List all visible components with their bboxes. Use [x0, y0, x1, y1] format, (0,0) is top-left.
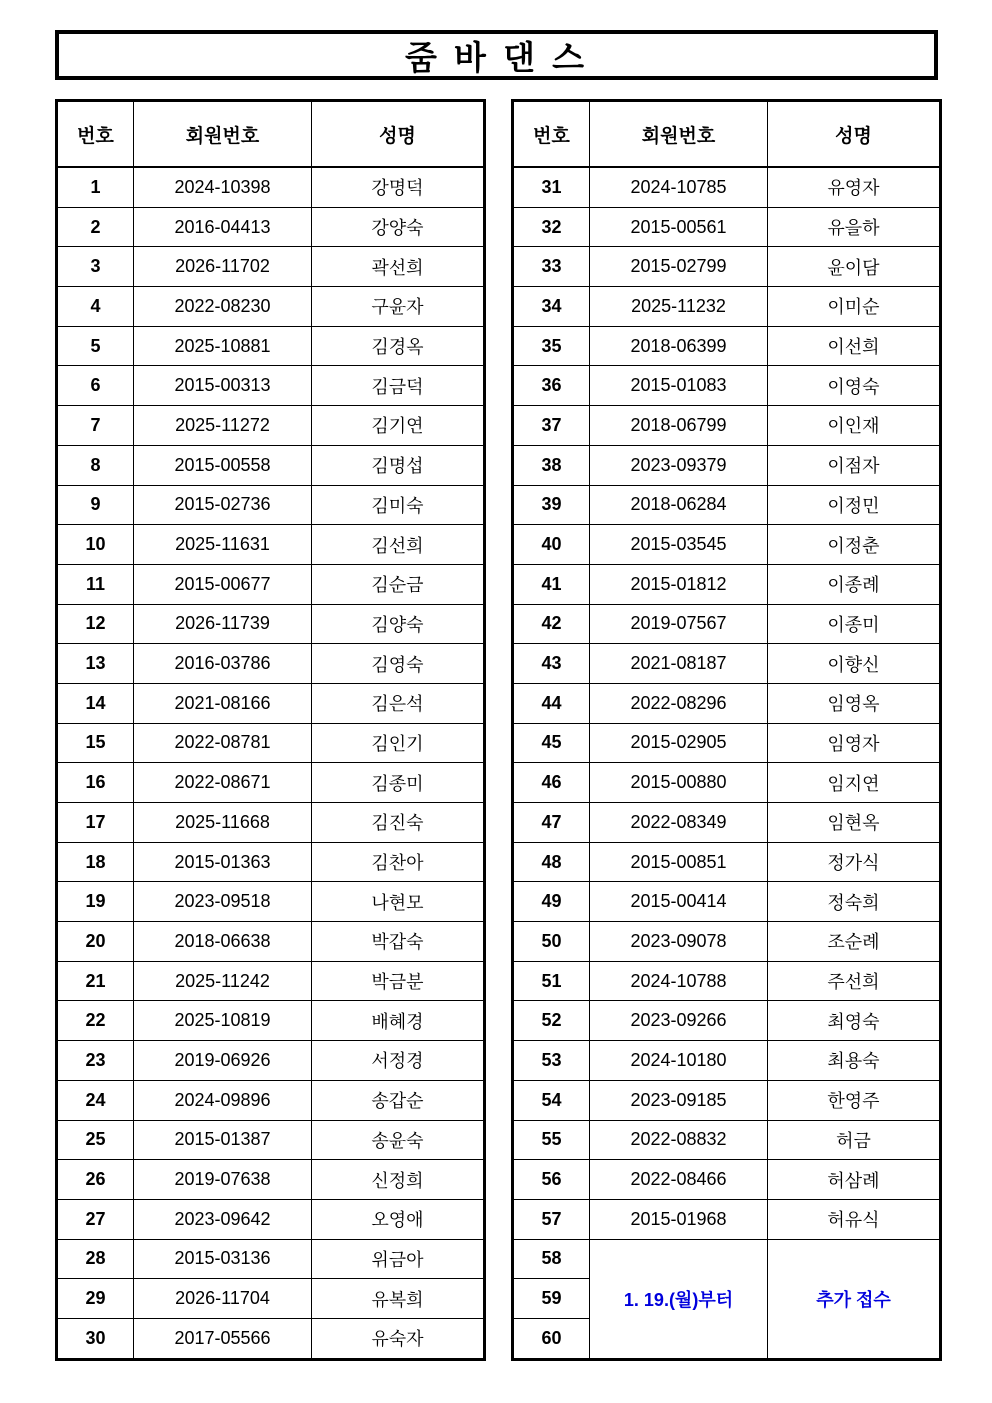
cell-row-number: 8 [57, 445, 134, 485]
cell-member-name: 박갑숙 [312, 922, 485, 962]
cell-row-number: 50 [513, 922, 590, 962]
cell-row-number: 32 [513, 207, 590, 247]
cell-member-number: 2015-01387 [134, 1120, 312, 1160]
page-title: 줌 바 댄 스 [404, 38, 589, 76]
cell-member-number: 2015-02736 [134, 485, 312, 525]
table-row [513, 1199, 941, 1239]
cell-member-name: 김종미 [312, 763, 485, 803]
table-row [513, 1041, 941, 1081]
cell-member-name: 나현모 [312, 882, 485, 922]
cell-member-name: 송윤숙 [312, 1120, 485, 1160]
cell-row-number: 58 [513, 1239, 590, 1279]
table-row [57, 1041, 485, 1081]
table-row [57, 1080, 485, 1120]
col-header-member-no: 회원번호 [590, 101, 768, 168]
cell-member-number: 2023-09185 [590, 1080, 768, 1120]
cell-row-number: 5 [57, 326, 134, 366]
cell-member-number: 2022-08349 [590, 803, 768, 843]
table-row [57, 445, 485, 485]
table-row [513, 644, 941, 684]
cell-member-name: 이영숙 [768, 366, 941, 406]
cell-member-name: 위금아 [312, 1239, 485, 1279]
cell-row-number: 35 [513, 326, 590, 366]
cell-member-name: 정숙희 [768, 882, 941, 922]
cell-member-number: 2018-06638 [134, 922, 312, 962]
cell-member-name: 김영숙 [312, 644, 485, 684]
table-row [513, 1239, 941, 1279]
table-row [57, 803, 485, 843]
cell-member-number: 2019-07638 [134, 1160, 312, 1200]
table-row [57, 564, 485, 604]
cell-row-number: 41 [513, 564, 590, 604]
table-row [513, 247, 941, 287]
cell-member-number: 2025-11631 [134, 525, 312, 565]
cell-member-name: 주선희 [768, 961, 941, 1001]
cell-member-name: 김금덕 [312, 366, 485, 406]
cell-member-number: 2023-09266 [590, 1001, 768, 1041]
cell-member-name: 김선희 [312, 525, 485, 565]
cell-row-number: 29 [57, 1279, 134, 1319]
member-tables [55, 99, 942, 1361]
table-row [57, 247, 485, 287]
cell-notice-label: 추가 접수 [768, 1239, 941, 1359]
table-row [513, 882, 941, 922]
cell-member-number: 2015-00558 [134, 445, 312, 485]
cell-row-number: 33 [513, 247, 590, 287]
cell-row-number: 48 [513, 842, 590, 882]
cell-row-number: 6 [57, 366, 134, 406]
cell-member-name: 김찬아 [312, 842, 485, 882]
table-row [57, 683, 485, 723]
cell-row-number: 17 [57, 803, 134, 843]
cell-member-number: 2015-01968 [590, 1199, 768, 1239]
table-row [57, 366, 485, 406]
cell-row-number: 2 [57, 207, 134, 247]
cell-member-number: 2015-00313 [134, 366, 312, 406]
cell-row-number: 1 [57, 167, 134, 207]
roster-body-left [57, 167, 485, 1359]
table-row [513, 1001, 941, 1041]
roster-body-right [513, 167, 941, 1359]
cell-row-number: 49 [513, 882, 590, 922]
table-row [57, 763, 485, 803]
table-row [513, 445, 941, 485]
cell-row-number: 52 [513, 1001, 590, 1041]
cell-member-number: 2016-04413 [134, 207, 312, 247]
cell-member-name: 오영애 [312, 1199, 485, 1239]
table-row [57, 961, 485, 1001]
cell-member-number: 2015-02799 [590, 247, 768, 287]
cell-member-name: 이종례 [768, 564, 941, 604]
cell-member-name: 구윤자 [312, 287, 485, 327]
table-row [57, 207, 485, 247]
cell-member-name: 임영자 [768, 723, 941, 763]
cell-member-number: 2023-09078 [590, 922, 768, 962]
cell-member-number: 2016-03786 [134, 644, 312, 684]
cell-member-number: 2015-00414 [590, 882, 768, 922]
cell-row-number: 22 [57, 1001, 134, 1041]
table-row [57, 644, 485, 684]
table-row [57, 922, 485, 962]
cell-member-name: 신정희 [312, 1160, 485, 1200]
cell-member-number: 2023-09518 [134, 882, 312, 922]
cell-member-number: 2022-08781 [134, 723, 312, 763]
cell-member-number: 2019-06926 [134, 1041, 312, 1081]
cell-member-number: 2021-08166 [134, 683, 312, 723]
cell-row-number: 20 [57, 922, 134, 962]
cell-member-name: 김진숙 [312, 803, 485, 843]
cell-member-number: 2022-08296 [590, 683, 768, 723]
cell-member-number: 2022-08832 [590, 1120, 768, 1160]
table-row [513, 803, 941, 843]
cell-row-number: 25 [57, 1120, 134, 1160]
cell-member-name: 윤이담 [768, 247, 941, 287]
cell-member-number: 2024-10180 [590, 1041, 768, 1081]
cell-row-number: 18 [57, 842, 134, 882]
table-row [57, 1199, 485, 1239]
cell-member-name: 최용숙 [768, 1041, 941, 1081]
table-row [513, 564, 941, 604]
cell-row-number: 45 [513, 723, 590, 763]
cell-row-number: 34 [513, 287, 590, 327]
cell-member-name: 이인재 [768, 406, 941, 446]
cell-member-number: 2018-06284 [590, 485, 768, 525]
cell-member-name: 서정경 [312, 1041, 485, 1081]
cell-notice-date: 1. 19.(월)부터 [590, 1239, 768, 1359]
col-header-member-no: 회원번호 [134, 101, 312, 168]
table-row [513, 1080, 941, 1120]
cell-member-name: 김인기 [312, 723, 485, 763]
cell-member-number: 2025-11242 [134, 961, 312, 1001]
cell-member-number: 2024-10788 [590, 961, 768, 1001]
cell-member-number: 2025-11232 [590, 287, 768, 327]
cell-member-name: 김양숙 [312, 604, 485, 644]
table-row [57, 406, 485, 446]
cell-row-number: 19 [57, 882, 134, 922]
cell-member-number: 2026-11704 [134, 1279, 312, 1319]
cell-row-number: 9 [57, 485, 134, 525]
table-row [57, 525, 485, 565]
cell-member-number: 2025-11272 [134, 406, 312, 446]
header-row [57, 101, 485, 168]
cell-member-name: 김미숙 [312, 485, 485, 525]
cell-row-number: 27 [57, 1199, 134, 1239]
table-row [57, 604, 485, 644]
table-row [57, 287, 485, 327]
col-header-no: 번호 [513, 101, 590, 168]
cell-member-name: 이정춘 [768, 525, 941, 565]
table-row [57, 326, 485, 366]
table-row [513, 763, 941, 803]
cell-member-number: 2022-08230 [134, 287, 312, 327]
cell-member-number: 2015-01812 [590, 564, 768, 604]
cell-row-number: 40 [513, 525, 590, 565]
cell-member-name: 최영숙 [768, 1001, 941, 1041]
cell-row-number: 43 [513, 644, 590, 684]
table-row [513, 207, 941, 247]
table-row [513, 406, 941, 446]
cell-member-number: 2015-01083 [590, 366, 768, 406]
cell-row-number: 14 [57, 683, 134, 723]
cell-row-number: 56 [513, 1160, 590, 1200]
cell-row-number: 37 [513, 406, 590, 446]
cell-row-number: 47 [513, 803, 590, 843]
cell-member-name: 이점자 [768, 445, 941, 485]
cell-row-number: 39 [513, 485, 590, 525]
cell-row-number: 44 [513, 683, 590, 723]
cell-row-number: 16 [57, 763, 134, 803]
cell-row-number: 38 [513, 445, 590, 485]
col-header-name: 성명 [312, 101, 485, 168]
cell-member-number: 2019-07567 [590, 604, 768, 644]
table-row [57, 723, 485, 763]
cell-member-number: 2015-00851 [590, 842, 768, 882]
cell-member-name: 김순금 [312, 564, 485, 604]
table-row [513, 1160, 941, 1200]
table-row [57, 1001, 485, 1041]
header-row [513, 101, 941, 168]
cell-member-name: 한영주 [768, 1080, 941, 1120]
cell-member-name: 김명섭 [312, 445, 485, 485]
table-row [57, 1120, 485, 1160]
title-box [55, 30, 938, 80]
table-row [513, 604, 941, 644]
table-row [57, 1318, 485, 1359]
cell-member-number: 2024-10785 [590, 167, 768, 207]
cell-member-number: 2026-11702 [134, 247, 312, 287]
cell-row-number: 24 [57, 1080, 134, 1120]
table-row [513, 525, 941, 565]
cell-member-name: 이향신 [768, 644, 941, 684]
cell-member-name: 임지연 [768, 763, 941, 803]
cell-row-number: 51 [513, 961, 590, 1001]
roster-table-left [55, 99, 486, 1361]
cell-member-number: 2015-00880 [590, 763, 768, 803]
table-row [57, 842, 485, 882]
cell-member-name: 김은석 [312, 683, 485, 723]
cell-member-number: 2015-03136 [134, 1239, 312, 1279]
table-row [513, 326, 941, 366]
cell-member-name: 이미순 [768, 287, 941, 327]
cell-member-number: 2015-02905 [590, 723, 768, 763]
cell-member-number: 2021-08187 [590, 644, 768, 684]
cell-row-number: 11 [57, 564, 134, 604]
cell-row-number: 26 [57, 1160, 134, 1200]
cell-row-number: 3 [57, 247, 134, 287]
cell-member-name: 이선희 [768, 326, 941, 366]
cell-row-number: 54 [513, 1080, 590, 1120]
cell-member-number: 2015-00561 [590, 207, 768, 247]
cell-row-number: 12 [57, 604, 134, 644]
cell-member-name: 유숙자 [312, 1318, 485, 1359]
col-header-name: 성명 [768, 101, 941, 168]
cell-member-number: 2023-09642 [134, 1199, 312, 1239]
cell-row-number: 53 [513, 1041, 590, 1081]
table-row [57, 485, 485, 525]
table-row [513, 167, 941, 207]
cell-member-name: 허금 [768, 1120, 941, 1160]
cell-row-number: 13 [57, 644, 134, 684]
cell-member-number: 2022-08671 [134, 763, 312, 803]
cell-row-number: 7 [57, 406, 134, 446]
cell-member-number: 2025-10881 [134, 326, 312, 366]
cell-member-name: 허삼례 [768, 1160, 941, 1200]
table-row [513, 961, 941, 1001]
cell-member-name: 유복희 [312, 1279, 485, 1319]
table-row [513, 1120, 941, 1160]
cell-row-number: 42 [513, 604, 590, 644]
cell-member-number: 2023-09379 [590, 445, 768, 485]
cell-row-number: 4 [57, 287, 134, 327]
cell-row-number: 57 [513, 1199, 590, 1239]
cell-row-number: 23 [57, 1041, 134, 1081]
table-row [57, 1279, 485, 1319]
cell-row-number: 31 [513, 167, 590, 207]
cell-member-name: 김경옥 [312, 326, 485, 366]
cell-member-name: 조순례 [768, 922, 941, 962]
cell-member-number: 2025-11668 [134, 803, 312, 843]
cell-member-name: 곽선희 [312, 247, 485, 287]
cell-member-number: 2017-05566 [134, 1318, 312, 1359]
cell-member-number: 2018-06799 [590, 406, 768, 446]
cell-member-name: 이종미 [768, 604, 941, 644]
cell-member-name: 임현옥 [768, 803, 941, 843]
table-row [513, 287, 941, 327]
table-row [57, 882, 485, 922]
cell-member-name: 허유식 [768, 1199, 941, 1239]
table-row [513, 922, 941, 962]
cell-row-number: 21 [57, 961, 134, 1001]
cell-member-number: 2018-06399 [590, 326, 768, 366]
cell-member-name: 이정민 [768, 485, 941, 525]
table-row [513, 842, 941, 882]
cell-member-number: 2025-10819 [134, 1001, 312, 1041]
table-row [513, 723, 941, 763]
roster-table-right [511, 99, 942, 1361]
cell-member-name: 임영옥 [768, 683, 941, 723]
table-row [57, 1160, 485, 1200]
cell-member-name: 박금분 [312, 961, 485, 1001]
cell-member-name: 배혜경 [312, 1001, 485, 1041]
table-row [57, 167, 485, 207]
cell-member-name: 유영자 [768, 167, 941, 207]
cell-row-number: 36 [513, 366, 590, 406]
cell-row-number: 46 [513, 763, 590, 803]
table-row [57, 1239, 485, 1279]
cell-member-name: 강양숙 [312, 207, 485, 247]
col-header-no: 번호 [57, 101, 134, 168]
cell-row-number: 60 [513, 1318, 590, 1359]
cell-member-number: 2024-09896 [134, 1080, 312, 1120]
cell-member-number: 2024-10398 [134, 167, 312, 207]
cell-member-name: 정가식 [768, 842, 941, 882]
cell-member-name: 유을하 [768, 207, 941, 247]
cell-member-name: 송갑순 [312, 1080, 485, 1120]
cell-member-name: 강명덕 [312, 167, 485, 207]
table-row [513, 683, 941, 723]
cell-row-number: 55 [513, 1120, 590, 1160]
cell-member-number: 2015-00677 [134, 564, 312, 604]
cell-row-number: 28 [57, 1239, 134, 1279]
cell-member-number: 2022-08466 [590, 1160, 768, 1200]
cell-row-number: 30 [57, 1318, 134, 1359]
cell-row-number: 15 [57, 723, 134, 763]
cell-member-name: 김기연 [312, 406, 485, 446]
cell-member-number: 2015-01363 [134, 842, 312, 882]
cell-member-number: 2026-11739 [134, 604, 312, 644]
cell-row-number: 59 [513, 1279, 590, 1319]
table-row [513, 366, 941, 406]
table-row [513, 485, 941, 525]
cell-row-number: 10 [57, 525, 134, 565]
cell-member-number: 2015-03545 [590, 525, 768, 565]
